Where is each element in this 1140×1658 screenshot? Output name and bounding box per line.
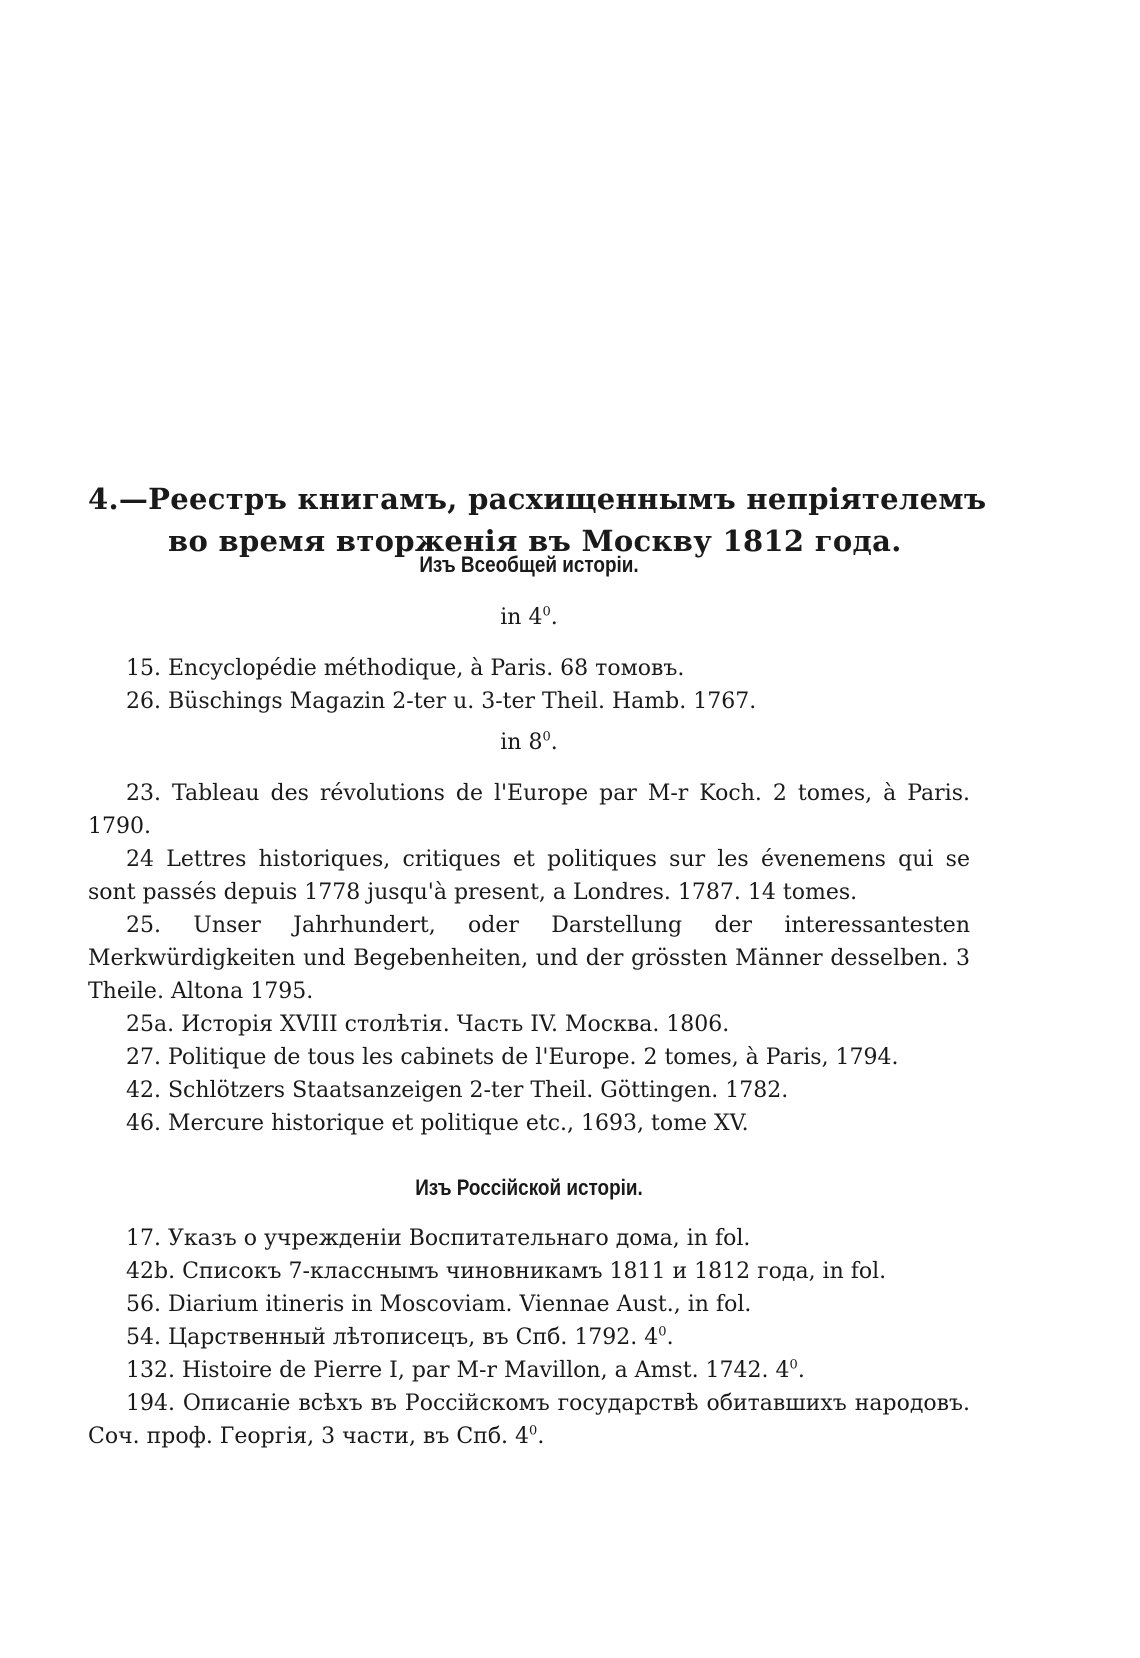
list-item: 42b. Списокъ 7-класснымъ чиновникамъ 1811 и 1812 года, in fol. xyxy=(126,1259,887,1284)
list-item: 46. Mercure historique et politique etc., 1693, tome XV. xyxy=(126,1111,749,1136)
list-item: 15. Encyclopédie méthodique, à Paris. 68 томовъ. xyxy=(126,656,685,681)
entry-list-quarto xyxy=(88,652,970,718)
list-item: 27. Politique de tous les cabinets de l'Europe. 2 tomes, à Paris, 1794. xyxy=(126,1045,899,1070)
list-item: 54. Царственный лѣтописецъ, въ Спб. 1792. $4^0$. xyxy=(126,1324,674,1350)
list-item: 24 Lettres historiques, critiques et politiques sur les évenemens qui se sont passés depuis 1778 jusqu'à present, a Londres. 1787. 14 tomes. xyxy=(88,847,970,905)
section-heading-general-history: Изъ Всеобщей исторіи. xyxy=(419,552,639,577)
entry-list-russian xyxy=(88,1222,970,1453)
list-item: 26. Büschings Magazin 2-ter u. 3-ter Theil. Hamb. 1767. xyxy=(126,689,757,714)
list-item: 56. Diarium itineris in Moscoviam. Viennae Aust., in fol. xyxy=(126,1292,752,1317)
entry-list-octavo xyxy=(88,777,970,1140)
list-item: 17. Указъ о учрежденіи Воспитательнаго дома, in fol. xyxy=(126,1226,751,1251)
list-item: 194. Описаніе всѣхъ въ Россійскомъ государствѣ обитавшихъ народовъ. Соч. проф. Георгія, 3 части, въ Спб. $4^0$. xyxy=(88,1391,970,1449)
title-line-1: 4.—Реестръ книгамъ, расхищеннымъ непріятелемъ xyxy=(88,482,987,516)
list-item: 23. Tableau des révolutions de l'Europe par M-r Koch. 2 tomes, à Paris. 1790. xyxy=(88,781,970,839)
format-heading-quarto: in $4^0$. xyxy=(500,604,558,630)
page-title xyxy=(88,478,988,562)
list-item: 25a. Исторія XVIII столѣтія. Часть IV. Москва. 1806. xyxy=(126,1012,730,1037)
list-item: 132. Histoire de Pierre I, par M-r Mavillon, a Amst. 1742. $4^0$. xyxy=(126,1357,805,1383)
format-heading-octavo: in $8^0$. xyxy=(500,729,558,755)
title-line-2: во время вторженія въ Москву 1812 года. xyxy=(168,524,902,558)
list-item: 25. Unser Jahrhundert, oder Darstellung der interessantesten Merkwürdigkeiten und Begebenheiten, und der grössten Männer desselben. 3 Theile. Altona 1795. xyxy=(88,913,970,1004)
list-item: 42. Schlötzers Staatsanzeigen 2-ter Theil. Göttingen. 1782. xyxy=(126,1078,789,1103)
section-heading-russian-history: Изъ Россійской исторіи. xyxy=(415,1175,643,1200)
